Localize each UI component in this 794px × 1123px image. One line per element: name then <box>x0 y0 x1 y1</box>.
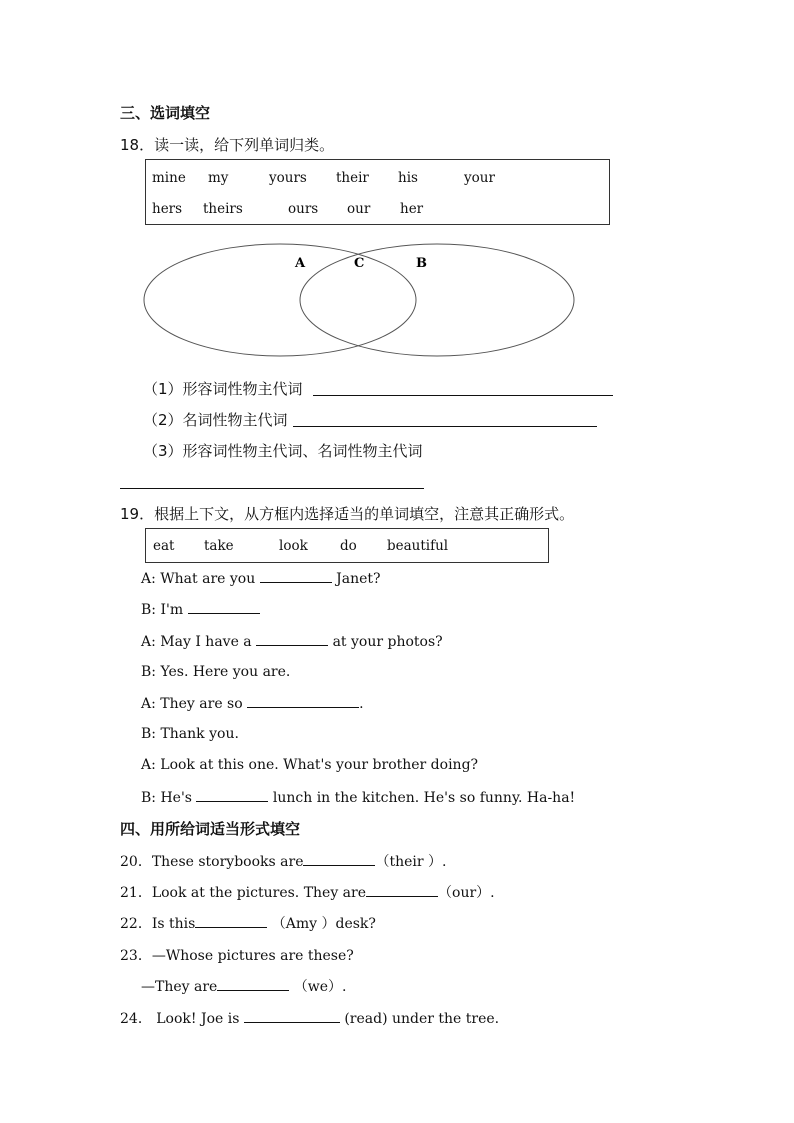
word: beautiful <box>387 538 449 554</box>
q18-item-2: （2）名词性物主代词 <box>143 411 288 429</box>
word: hers <box>152 201 183 217</box>
answer-line[interactable] <box>313 395 613 396</box>
word: their <box>336 170 369 186</box>
venn-label-b: B <box>416 256 427 271</box>
word: ours <box>288 201 319 217</box>
dialogue-line: A: May I have a at your photos? <box>141 634 443 650</box>
dialogue-line: A: Look at this one. What's your brother doing? <box>141 757 479 773</box>
dialogue-line: B: Thank you. <box>141 726 239 742</box>
section-heading-3: 三、选词填空 <box>120 104 211 122</box>
dialogue-line: B: I'm <box>141 601 260 618</box>
answer-line[interactable] <box>293 426 597 427</box>
question-24: 24． Look! Joe is (read) under the tree. <box>120 1011 500 1027</box>
word: his <box>398 170 418 186</box>
blank[interactable] <box>188 601 260 614</box>
word: our <box>347 201 371 217</box>
answer-line[interactable] <box>120 488 424 489</box>
word: eat <box>153 538 175 554</box>
venn-label-c: C <box>354 256 365 271</box>
question-18-prompt: 18．读一读，给下列单词归类。 <box>120 136 335 154</box>
question-20: 20．These storybooks are （their ）. <box>120 854 447 870</box>
blank[interactable] <box>366 884 438 897</box>
question-22: 22．Is this （Amy ）desk? <box>120 916 376 932</box>
blank[interactable] <box>196 789 268 802</box>
venn-diagram <box>140 238 580 362</box>
word: her <box>400 201 424 217</box>
word-box-18 <box>145 159 610 225</box>
dialogue-line: A: What are you Janet? <box>141 571 381 587</box>
word: my <box>208 170 229 186</box>
word: your <box>464 170 495 186</box>
venn-ellipse-b <box>300 244 574 356</box>
blank[interactable] <box>256 633 328 646</box>
dialogue-line: A: They are so . <box>141 696 364 712</box>
venn-label-a: A <box>295 256 306 271</box>
word-box-19 <box>145 528 549 563</box>
question-23: 23．—Whose pictures are these? <box>120 948 354 964</box>
venn-ellipse-a <box>144 244 416 356</box>
blank[interactable] <box>303 853 375 866</box>
word: do <box>340 538 357 554</box>
blank[interactable] <box>195 915 267 928</box>
dialogue-line: B: He's lunch in the kitchen. He's so funny. Ha-ha! <box>141 790 576 806</box>
word: theirs <box>203 201 243 217</box>
q18-item-1: （1）形容词性物主代词 <box>143 380 303 398</box>
word: yours <box>269 170 307 186</box>
blank[interactable] <box>260 570 332 583</box>
blank[interactable] <box>247 695 359 708</box>
word: mine <box>152 170 186 186</box>
blank[interactable] <box>244 1010 340 1023</box>
word: look <box>279 538 308 554</box>
word: take <box>204 538 234 554</box>
blank[interactable] <box>217 978 289 991</box>
dialogue-line: B: Yes. Here you are. <box>141 664 291 680</box>
question-23-answer: —They are （we）. <box>141 979 347 995</box>
question-21: 21．Look at the pictures. They are （our）. <box>120 885 495 901</box>
question-19-prompt: 19．根据上下文，从方框内选择适当的单词填空，注意其正确形式。 <box>120 505 575 523</box>
section-heading-4: 四、用所给词适当形式填空 <box>120 820 301 838</box>
q18-item-3: （3）形容词性物主代词、名词性物主代词 <box>143 442 423 460</box>
